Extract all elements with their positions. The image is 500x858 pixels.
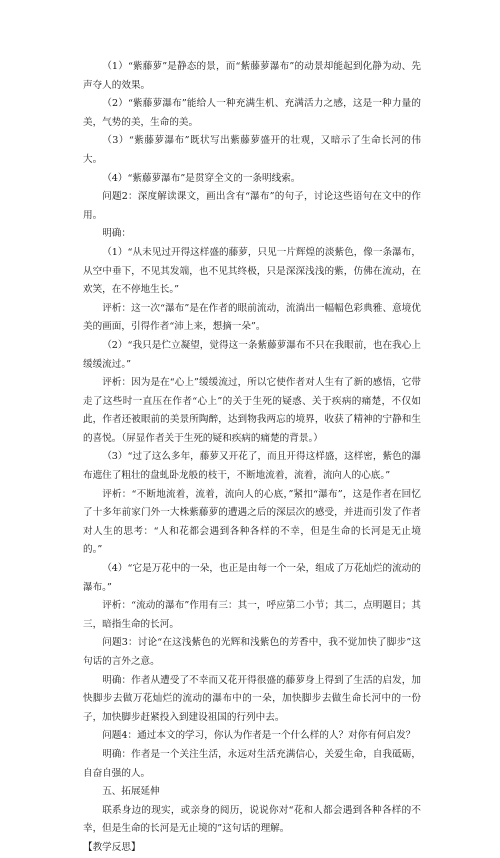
analysis-4: 评析：“流动的瀑布”作用有三：其一，呼应第二小节；其二，点明题目；其三，暗指生命的长河。 <box>83 600 421 630</box>
section-heading-5: 五、拓展延伸 <box>102 786 160 798</box>
answer-label: 明确： <box>102 228 131 240</box>
paragraph-1: （1）“紫藤萝”是静态的景，而“紫藤萝瀑布”的动景却能起到化静为动、先声夺人的效果。 <box>83 61 421 91</box>
quote-4: （4）“它是万花中的一朵，也正是由每一个一朵，组成了万花灿烂的流动的瀑布。” <box>83 563 421 593</box>
quote-2: （2）“我只是伫立凝望，觉得这一条紫藤萝瀑布不只在我眼前，也在我心上缓缓流过。” <box>83 339 421 370</box>
paragraph-4: （4）“紫藤萝瀑布”是贯穿全文的一条明线索。 <box>102 172 301 184</box>
answer-3: 明确：作者从遭受了不幸而又花开得很盛的藤萝身上得到了生活的启发，加快脚步去做万花灿烂的流动的瀑布中的一朵，加快脚步去做生命长河中的一份子，加快脚步赶紧投入到建设祖国的行列中去。 <box>83 674 421 723</box>
analysis-3: 评析：“不断地流着，流着，流向人的心底，”紧扣“瀑布”，这是作者在回忆了十多年前家门外一大株紫藤萝的遭遇之后的深层次的感受，并进而引发了作者对人生的思考：“人和花都会遇到各种各样的不幸，但是生命的长河是无止境的。” <box>83 488 421 556</box>
question-2: 问题2：深度解读课文，画出含有“瀑布”的句子，讨论这些语句在文中的作用。 <box>83 191 421 221</box>
paragraph-2: （2）“紫藤萝瀑布”能给人一种充满生机、充满活力之感，这是一种力量的美，气势的美，生命的美。 <box>83 98 421 128</box>
document-body <box>83 58 421 858</box>
quote-1: （1）“从未见过开得这样盛的藤萝，只见一片辉煌的淡紫色，像一条瀑布，从空中垂下，不见其发端，也不见其终极，只是深深浅浅的紫，仿佛在流动，在欢笑，在不停地生长。” <box>83 246 421 296</box>
quote-3: （3）“过了这么多年，藤萝又开花了，而且开得这样盛，这样密，紫色的瀑布遮住了粗壮的盘虬卧龙般的枝干，不断地流着，流着，流向人的心底。” <box>83 451 421 482</box>
question-4: 问题4：通过本文的学习，你认为作者是一个什么样的人？对你有何启发？ <box>102 730 416 742</box>
analysis-2: 评析：因为是在“心上”缓缓流过，所以它使作者对人生有了新的感悟，它带走了这些时一直压在作者“心上”的关于生死的疑惑、关于疾病的痛楚，不仅如此，作者还被眼前的美景所陶醉，达到物我两忘的境界，收获了精神的宁静和生的喜悦。（屏显作者关于生死的疑和疾病的痛楚的背景。） <box>83 377 421 444</box>
extension-task: 联系身边的现实，或亲身的阅历，说说你对“花和人都会遇到各种各样的不幸，但是生命的长河是无止境的”这句话的理解。 <box>83 804 421 835</box>
question-3: 问题3：讨论“在这浅紫色的光辉和浅紫色的芳香中，我不觉加快了脚步”这句话的言外之意。 <box>83 637 421 667</box>
paragraph-3: （3）“紫藤萝瀑布”既状写出紫藤萝盛开的壮观，又暗示了生命长河的伟大。 <box>83 135 421 165</box>
answer-4: 明确：作者是一个关注生活，永远对生活充满信心，关爱生命，自我砥砺，自奋自强的人。 <box>83 748 421 779</box>
analysis-1: 评析：这一次“瀑布”是在作者的眼前流动，流淌出一幅幅色彩典雅、意境优美的画面，引得作者“沛上来，想摘一朵”。 <box>83 302 421 333</box>
teaching-reflection-heading: 【教学反思】 <box>83 841 141 853</box>
